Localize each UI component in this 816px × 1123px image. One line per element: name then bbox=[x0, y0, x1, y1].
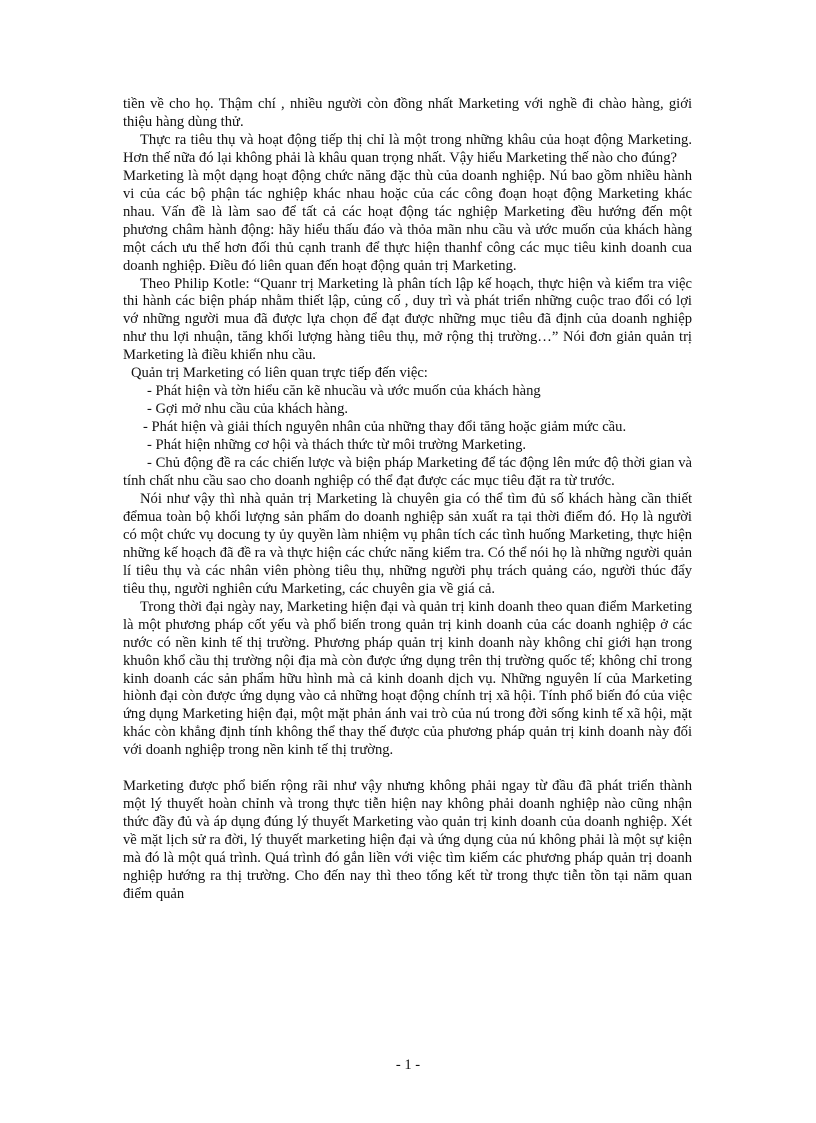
paragraph-modern-marketing: Trong thời đại ngày nay, Marketing hiện đại và quản trị kinh doanh theo quan điểm Marketing là một phương pháp cốt yếu và phổ biến trong quản trị kinh doanh của các doanh nghiệp ở các nước có nền kinh tế thị trường. Phương pháp quản trị kinh doanh này không chỉ giới hạn trong khuôn khổ cầu thị trường nội địa mà còn được ứng dụng trên thị trường quốc tế; không chỉ trong kinh doanh các sản phẩm hữu hình mà cả kinh doanh dịch vụ. Những nguyên lí của Marketing hiònh đại còn được ứng dụng vào cả những hoạt động chính trị xã hội. Tính phổ biến đó của việc ứng dụng Marketing hiện đại, một mặt phản ánh vai trò của nú trong đời sống kinh tế xã hội, mặt khác còn khẳng định tính không thể thay thế được của phương pháp quản trị kinh doanh này đối với doanh nghiệp trong nền kinh tế thị trường. bbox=[123, 598, 692, 759]
paragraph-marketing-definition: Marketing là một dạng hoạt động chức năng đặc thù của doanh nghiệp. Nú bao gồm nhiều hành vi của các bộ phận tác nghiệp khác nhau hoặc của các công đoạn hoạt động Marketing khác nhau. Vấn đề là làm sao để tất cả các hoạt động tác nghiệp Marketing đều hướng đến một phương châm hành động: hãy hiểu thấu đáo và thỏa mãn nhu cầu và ước muốn của khách hàng một cách ưu thế hơn đối thủ cạnh tranh để thực hiện thanhf công các mục tiêu kinh doanh cua doanh nghiệp. Điều đó liên quan đến hoạt động quản trị Marketing. bbox=[123, 167, 692, 274]
list-item: - Phát hiện và giải thích nguyên nhân của những thay đổi tăng hoặc giảm mức cầu. bbox=[143, 419, 627, 436]
list-item: - Phát hiện và tờn hiểu căn kẽ nhucầu và ước muốn của khách hàng bbox=[147, 383, 541, 400]
paragraph-marketing-question: Thực ra tiêu thụ và hoạt động tiếp thị chỉ là một trong những khâu của hoạt động Marketing. Hơn thế nữa đó lại không phải là khâu quan trọng nhất. Vậy hiểu Marketing thế nào cho đúng? bbox=[123, 131, 692, 166]
paragraph-marketing-manager: Nói như vậy thì nhà quản trị Marketing là chuyên gia có thể tìm đủ số khách hàng cần thiết đểmua toàn bộ khối lượng sản phẩm do doanh nghiệp sản xuất ra tại thời điểm đó. Họ là người có một chức vụ docung ty ủy quyền làm nhiệm vụ phân tích các tình huống Marketing, thực hiện những kế hoạch đã đề ra và thực hiện các chức năng kiểm tra. Có thể nói họ là những người quản lí tiêu thụ và các nhân viên phòng tiêu thụ, những người phụ trách quảng cáo, người thúc đẩy tiêu thụ, người nghiên cứu Marketing, các chuyên gia về giá cả. bbox=[123, 490, 692, 597]
paragraph-kotler-quote: Theo Philip Kotle: “Quanr trị Marketing là phân tích lập kế hoạch, thực hiện và kiểm tra việc thi hành các biện pháp nhằm thiết lập, củng cố , duy trì và phát triển những cuộc trao đổi có lợi vớ những người mua đã được lựa chọn để đạt được những mục tiêu đã định của doanh nghiệp như thu lợi nhuận, tăng khối lượng hàng tiêu thụ, mở rộng thị trường…” Nói đơn giản quản trị Marketing là điều khiển nhu cầu. bbox=[123, 275, 692, 364]
paragraph-list-intro: Quản trị Marketing có liên quan trực tiếp đến việc: bbox=[131, 365, 428, 382]
list-item: - Phát hiện những cơ hội và thách thức từ môi trường Marketing. bbox=[147, 437, 527, 454]
list-item: - Gợi mở nhu cầu của khách hàng. bbox=[147, 401, 349, 418]
paragraph-marketing-history: Marketing được phổ biến rộng rãi như vậy nhưng không phải ngay từ đầu đã phát triển thành một lý thuyết hoàn chỉnh và trong thực tiễn hiện nay không phải doanh nghiệp nào cũng nhận thức đầy đủ và áp dụng đúng lý thuyết Marketing vào quản trị kinh doanh của doanh nghiệp. Xét về mặt lịch sử ra đời, lý thuyết marketing hiện đại và ứng dụng của nú không phải là một sự kiện mà đó là một quá trình. Quá trình đó gắn liền với việc tìm kiếm các phương pháp quản trị doanh nghiệp hướng ra thị trường. Cho đến nay thì theo tổng kết từ trong thực tiễn tồn tại năm quan điểm quản bbox=[123, 778, 692, 902]
page-number: - 1 - bbox=[395, 1057, 421, 1073]
document-body bbox=[123, 96, 692, 904]
paragraph-continuation: tiền về cho họ. Thậm chí , nhiều người còn đồng nhất Marketing với nghề đi chào hàng, giới thiệu hàng dùng thử. bbox=[123, 96, 692, 130]
paragraph-gap bbox=[123, 760, 692, 778]
list-item: - Chủ động đề ra các chiến lược và biện pháp Marketing để tác động lên mức độ thời gian và tính chất nhu cầu sao cho doanh nghiệp có thể đạt được các mục tiêu đặt ra từ trước. bbox=[123, 455, 692, 490]
